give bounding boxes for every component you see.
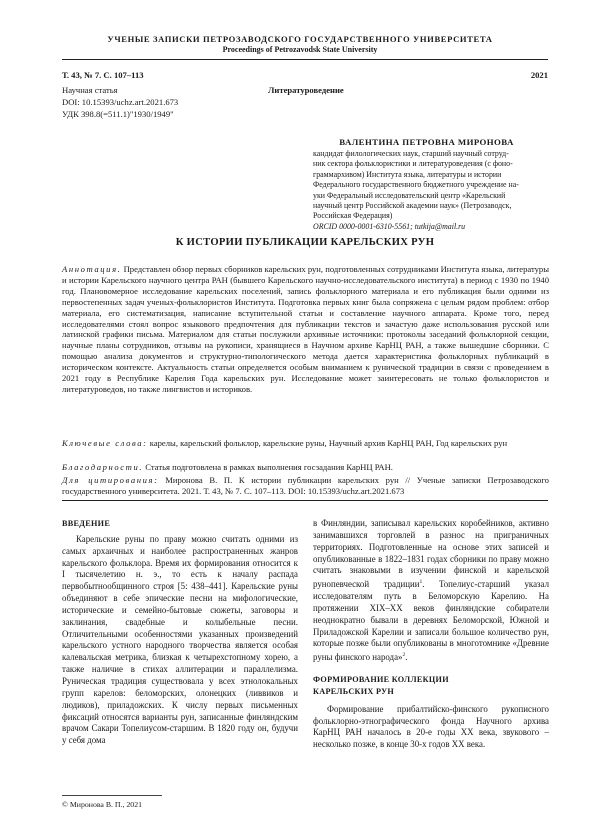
citation-text: Миронова В. П. К истории публикации карельских рун // Ученые записки Петрозаводского государственного университета. 2021. Т. 43, № 7. С. 107–113. DOI: 10.15393/uchz.art.2021.673 [62,475,549,496]
abstract-label: Аннотация. [62,264,122,274]
article-title: К ИСТОРИИ ПУБЛИКАЦИИ КАРЕЛЬСКИХ РУН [175,237,435,248]
citation-label: Для цитирования: [62,475,159,485]
footer-rule [62,795,162,796]
affiliation-line: граммархивом) Института языка, литературы и истории [313,169,502,179]
abstract [62,264,549,395]
body-column-left [62,518,298,747]
author-orcid: ORCID 0000-0001-6310-5561; tutkija@mail.ru [313,221,466,231]
body-text: в Финляндии, записывал карельских коробейников, активно занимавшихся торговлей в разнос на приграничных территориях. Подготовленные на основе этих записей и опубликованные в 1822–1831 годах сборники по праву можно считать знаковыми в изучении финской и карельской рунопевческой традиции [313,518,549,590]
author-name: ВАЛЕНТИНА ПЕТРОВНА МИРОНОВА [339,137,514,147]
abstract-text: Представлен обзор первых сборников карельских рун, подготовленных сотрудниками Института языка, литературы и истории Карельского научного центра РАН (бывшего Карельского научно-исследовательского института) в период с 1930 по 1940 год. Плановомерное исследование карельских поселений, запись фольклорного материала и его публикация были одними из первостепенных задач ученых-фольклористов Института. Подготовка первых книг была сопряжена с целым рядом проблем: отбор материала, его систематизация, написание вступительной статьи и составление научного аппарата. Кроме того, перед исследователями стоял вопрос языкового предпочтения для публикации текстов и зачастую даже использования русской или латинской графики письма. Материалом для статьи послужили архивные источники: протоколы заседаний фольклорной секции, научные планы сотрудников, отзывы на рукописи, хранящиеся в Научном архиве КарНЦ РАН, а также вышедшие сборники. С помощью анализа документов и структурно-типологического метода дается характеристика фольклорных публикаций в историческом контексте. Актуальность статьи определяется особым вниманием к рунической традиции в связи с проведением в 2021 году в Республике Карелия Года карельских рун. Исследование может заинтересовать не только фольклористов и литературоведов, но также лингвистов и историков. [62,264,549,394]
body-text: . [405,652,408,663]
section-heading-introduction: ВВЕДЕНИЕ [62,519,111,528]
year: 2021 [530,70,548,80]
affiliation-line: Федерального государственного бюджетного учреждение на- [313,180,519,190]
section-name: Литературоведение [268,85,344,95]
section-heading-line: КАРЕЛЬСКИХ РУН [313,686,395,696]
udk: УДК 398.8(=511.1)"1930/1949" [62,109,174,119]
keywords [62,438,549,449]
affiliation-line: кандидат филологических наук, старший научный сотруд- [313,149,509,158]
body-text: . Топелиус-старший указал исследователям путь в Беломорскую Карелию. На протяжении XIX–XX веков финляндские собиратели неоднократно бывали в деревнях Беломорской, Южной и Приладожской Карелии и записали большое количество рун, которые позже были опубликованы в многотомнике «Древние руны финского народа» [313,579,549,663]
copyright: © Миронова В. П., 2021 [62,800,143,809]
acknowledgments-label: Благодарности. [62,462,144,472]
journal-title-en: Proceedings of Petrozavodsk State University [222,45,378,54]
section-heading-collection [313,674,549,698]
affiliation-line: ник сектора фольклористики и литературоведения (с фоно- [313,159,513,169]
affiliation-line: Российская Федерация) [313,211,393,221]
body-rule [62,500,548,501]
section-heading-line: ФОРМИРОВАНИЕ КОЛЛЕКЦИИ [313,675,449,685]
body-paragraph: Карельские руны по праву можно считать одними из самых архаичных и наиболее распространенных жанров карельского фольклора. Время их формирования относится к I тысячелетию н. э., то есть к началу распада первобытнообщинного строя [5: 438–441]. Карельские руны объединяют в себе эпические песни на мифологические, исторические и семейно-бытовые сюжеты, заговоры и заклинания, свадебные и колыбельные песни. Отличительными особенностями указанных произведений карельского устного народного творчества является особая калевальская метрика, близкая к четырехстопному хорею, а также наличие в стихах аллитерации и параллелизма. Руническая традиция существовала у всех этнолокальных групп карелов: беломорских, олонецких (ливвиков и людиков), приладожских. К числу первых письменных фиксаций относятся варианты рун, записанные финляндским врачом Сакари Топелиусом-старшим. В 1820 году он, будучи у себя дома [62,533,298,746]
article-type: Научная статья [62,85,118,95]
header-rule [62,59,548,60]
keywords-label: Ключевые слова: [62,438,148,448]
author-affiliation [313,149,549,232]
doi: DOI: 10.15393/uchz.art.2021.673 [62,97,179,107]
body-paragraph [313,518,549,664]
acknowledgments-text: Статья подготовлена в рамках выполнения госзадания КарНЦ РАН. [145,462,393,472]
volume-info: Т. 43, № 7. С. 107–113 [62,70,144,80]
keywords-text: карелы, карельский фольклор, карельские руны, Научный архив КарНЦ РАН, Год карельских рун [149,438,508,448]
acknowledgments [62,462,549,473]
body-paragraph: Формирование прибалтийско-финского рукописного фольклорно-этнографического фонда Научного архива КарНЦ РАН началось в 20-е годы XX века, звукового – несколько позже, в конце 30-х годов XX века. [313,703,549,750]
footnote-ref-2[interactable]: 2 [402,652,406,659]
citation [62,475,549,497]
journal-title-ru: УЧЕНЫЕ ЗАПИСКИ ПЕТРОЗАВОДСКОГО ГОСУДАРСТВЕННОГО УНИВЕРСИТЕТА [107,34,493,44]
body-column-right [313,518,549,751]
affiliation-line: уки Федеральный исследовательский центр «Карельский [313,190,506,200]
affiliation-line: научный центр Российской академии наук» (Петрозаводск, [313,201,512,211]
footnote-ref-1[interactable]: 1 [419,579,423,586]
